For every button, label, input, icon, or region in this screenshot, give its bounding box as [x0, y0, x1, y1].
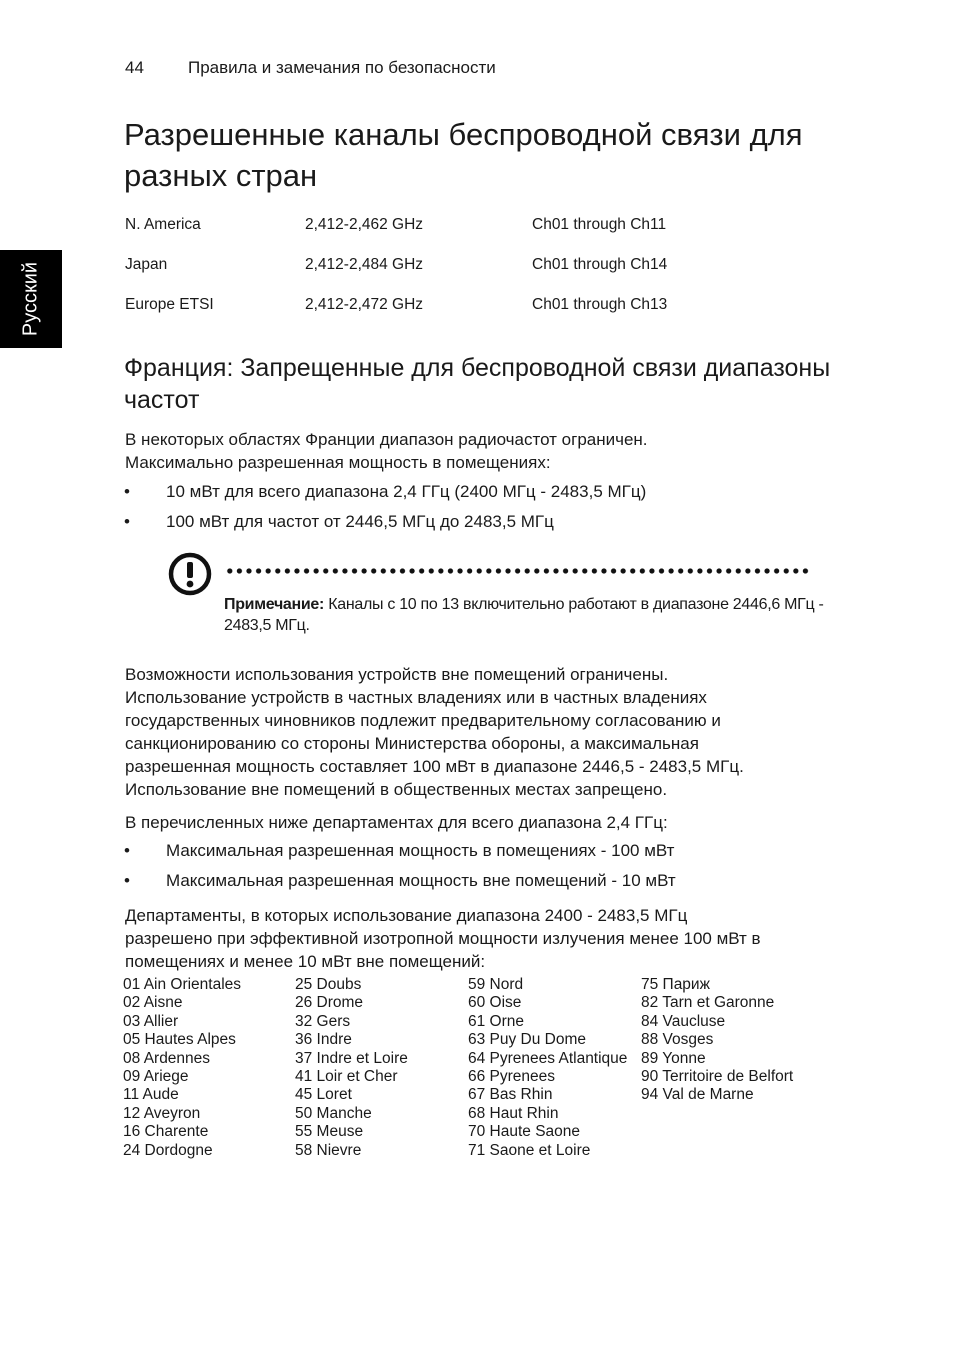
bullet-marker: • — [124, 512, 130, 531]
channel-region: N. America — [125, 216, 201, 233]
note-text — [224, 594, 824, 636]
department-item: 61 Orne — [468, 1012, 525, 1030]
note-divider — [225, 568, 810, 574]
bullet-item: 100 мВт для частот от 2446,5 МГц до 2483,5 МГц — [166, 512, 554, 531]
department-item: 26 Drome — [295, 994, 364, 1012]
department-item: 66 Pyrenees — [468, 1068, 556, 1086]
department-item: 90 Territoire de Belfort — [641, 1068, 794, 1086]
language-tab-label: Русский — [19, 261, 42, 337]
department-item: 64 Pyrenees Atlantique — [468, 1049, 628, 1067]
department-item: 36 Indre — [295, 1031, 352, 1049]
department-item: 05 Hautes Alpes — [123, 1031, 236, 1049]
bullet-marker: • — [124, 871, 130, 890]
department-item: 24 Dordogne — [123, 1141, 213, 1159]
language-tab — [0, 250, 62, 348]
department-item: 12 Aveyron — [123, 1104, 201, 1122]
paragraph-line: помещениях и менее 10 мВт вне помещений: — [125, 952, 486, 971]
department-item: 16 Charente — [123, 1123, 209, 1141]
channel-range: 2,412-2,484 GHz — [305, 256, 424, 273]
channel-list: Ch01 through Ch13 — [532, 296, 668, 313]
department-item: 37 Indre et Loire — [295, 1049, 408, 1067]
department-item: 71 Saone et Loire — [468, 1141, 591, 1159]
paragraph-line: Использование устройств в частных владениях или в частных владениях — [125, 688, 707, 707]
department-item: 63 Puy Du Dome — [468, 1031, 587, 1049]
bullet-item: 10 мВт для всего диапазона 2,4 ГГц (2400 МГц - 2483,5 МГц) — [166, 482, 647, 501]
channel-region: Japan — [125, 256, 168, 273]
bullet-marker: • — [124, 482, 130, 501]
channel-region: Europe ETSI — [125, 296, 214, 313]
note-label: Примечание: — [224, 596, 325, 613]
departments-column-4 — [641, 976, 793, 1105]
department-item: 55 Meuse — [295, 1123, 364, 1141]
intro-line: Максимально разрешенная мощность в помещениях: — [125, 453, 551, 472]
department-item: 03 Allier — [123, 1012, 179, 1030]
department-item: 50 Manche — [295, 1104, 372, 1122]
bullet-marker: • — [124, 841, 130, 860]
department-item: 41 Loir et Cher — [295, 1068, 398, 1086]
department-item: 89 Yonne — [641, 1049, 706, 1067]
department-item: 45 Loret — [295, 1086, 352, 1104]
paragraph-line: государственных чиновников подлежит предварительному согласованию и — [125, 711, 721, 730]
department-item: 59 Nord — [468, 976, 524, 993]
department-item: 32 Gers — [295, 1012, 351, 1030]
department-item: 01 Ain Orientales — [123, 976, 242, 993]
department-item: 82 Tarn et Garonne — [641, 994, 775, 1012]
departments-column-3 — [468, 976, 627, 1160]
paragraph-line: Департаменты, в которых использование диапазона 2400 - 2483,5 МГц — [125, 906, 688, 925]
department-item: 25 Doubs — [295, 976, 362, 993]
paragraph-line: разрешено при эффективной изотропной мощности излучения менее 100 мВт в — [125, 929, 761, 948]
channels-section-title: Разрешенные каналы беспроводной связи для разных стран — [124, 117, 803, 193]
department-item: 09 Ariege — [123, 1068, 189, 1086]
channel-list: Ch01 through Ch11 — [532, 216, 667, 233]
intro-line: В некоторых областях Франции диапазон радиочастот ограничен. — [125, 430, 648, 449]
channel-range: 2,412-2,472 GHz — [305, 296, 424, 313]
departments-column-1 — [123, 976, 241, 1160]
department-item: 75 Париж — [641, 976, 710, 993]
department-item: 08 Ardennes — [123, 1049, 211, 1067]
channel-list: Ch01 through Ch14 — [532, 256, 668, 273]
department-item: 02 Aisne — [123, 994, 183, 1012]
department-item: 88 Vosges — [641, 1031, 714, 1049]
bullet-item: Максимальная разрешенная мощность в помещениях - 100 мВт — [166, 841, 675, 860]
department-item: 67 Bas Rhin — [468, 1086, 553, 1104]
department-item: 70 Haute Saone — [468, 1123, 581, 1141]
department-item: 94 Val de Marne — [641, 1086, 754, 1104]
exclamation-icon — [168, 552, 212, 596]
page-number: 44 — [125, 58, 144, 77]
departments-column-2 — [295, 976, 408, 1160]
department-item: 60 Oise — [468, 994, 522, 1012]
channel-range: 2,412-2,462 GHz — [305, 216, 424, 233]
note-body: Каналы с 10 по 13 включительно работают в диапазоне 2446,6 МГц - 2483,5 МГц. — [224, 596, 824, 634]
department-item: 84 Vaucluse — [641, 1012, 726, 1030]
departments-intro: В перечисленных ниже департаментах для всего диапазона 2,4 ГГц: — [125, 813, 668, 832]
france-section-title: Франция: Запрещенные для беспроводной связи диапазоны частот — [124, 354, 831, 414]
paragraph-line: разрешенная мощность составляет 100 мВт в диапазоне 2446,5 - 2483,5 МГц. — [125, 757, 744, 776]
paragraph-line: Использование вне помещений в общественных местах запрещено. — [125, 780, 668, 799]
bullet-item: Максимальная разрешенная мощность вне помещений - 10 мВт — [166, 871, 676, 890]
paragraph-line: Возможности использования устройств вне помещений ограничены. — [125, 665, 669, 684]
department-item: 68 Haut Rhin — [468, 1104, 559, 1122]
department-item: 58 Nievre — [295, 1141, 362, 1159]
department-item: 11 Aude — [123, 1086, 179, 1104]
paragraph-line: санкционированию со стороны Министерства обороны, а максимальная — [125, 734, 699, 753]
running-header: Правила и замечания по безопасности — [188, 58, 496, 77]
